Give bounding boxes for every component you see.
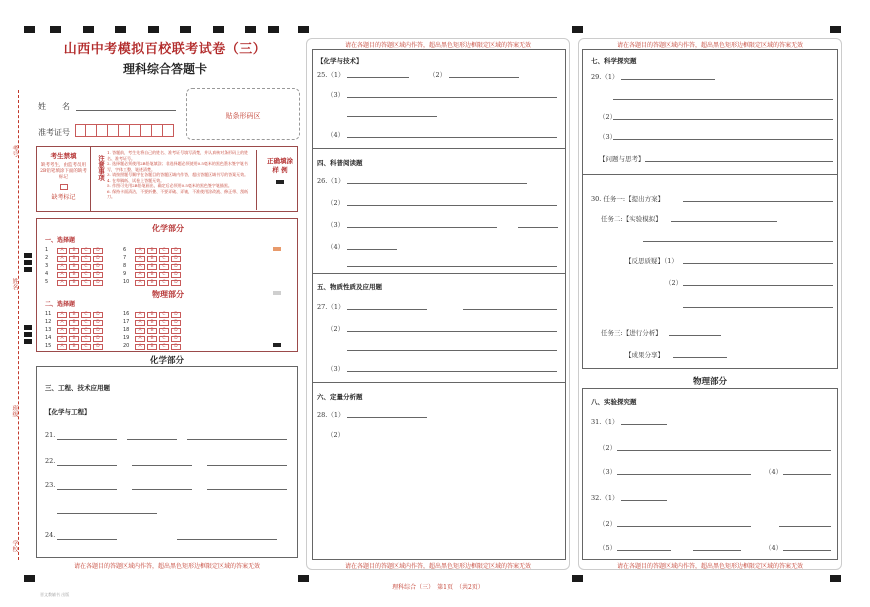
answer-bubble[interactable]: A [57, 344, 67, 350]
name-label: 姓 名 [38, 102, 70, 111]
answer-bubble[interactable]: A [135, 272, 145, 278]
reflect-2-label: （2） [665, 279, 683, 287]
answer-bubble[interactable]: D [93, 272, 103, 278]
answer-line[interactable] [207, 489, 287, 490]
timing-mark [24, 267, 32, 272]
answer-bubble[interactable]: B [147, 328, 157, 334]
answer-line[interactable] [347, 331, 557, 332]
divider [313, 382, 565, 383]
answer-bubble[interactable]: D [171, 344, 181, 350]
answer-bubble[interactable]: B [69, 328, 79, 334]
answer-line[interactable] [645, 161, 833, 162]
answer-bubble[interactable]: A [57, 328, 67, 334]
answer-bubble[interactable]: D [171, 272, 181, 278]
binding-line [18, 90, 19, 560]
answer-bubble[interactable]: B [147, 264, 157, 270]
answer-bubble[interactable]: A [57, 312, 67, 318]
answer-line[interactable] [347, 309, 427, 310]
q32-2-label: （2） [599, 520, 617, 528]
mc-question-row [45, 311, 105, 318]
question-number: 3 [45, 263, 49, 269]
answer-bubble[interactable]: B [69, 312, 79, 318]
timing-mark [273, 343, 281, 347]
answer-bubble[interactable]: A [57, 256, 67, 262]
mc-box [36, 218, 298, 352]
answer-bubble[interactable]: A [135, 256, 145, 262]
answer-line[interactable] [673, 357, 727, 358]
answer-bubble[interactable]: C [159, 328, 169, 334]
answer-bubble[interactable]: A [135, 264, 145, 270]
q23-label: 23. [45, 481, 56, 489]
question-number: 12 [45, 319, 52, 325]
section5-title: 五、物质性质及应用题 [317, 283, 382, 291]
correct-fill-section [262, 157, 298, 184]
answer-bubble[interactable]: B [69, 336, 79, 342]
attention-item: 4. 在草稿纸、试卷上答题无效。 [107, 177, 165, 183]
timing-mark [298, 575, 309, 582]
answer-bubble[interactable]: A [57, 320, 67, 326]
barcode-area [186, 88, 300, 140]
answer-line[interactable] [683, 307, 833, 308]
answer-line[interactable] [779, 526, 831, 527]
q27-3-label: （3） [327, 365, 345, 373]
answer-line[interactable] [127, 439, 177, 440]
answer-bubble[interactable]: B [147, 256, 157, 262]
answer-bubble[interactable]: B [69, 272, 79, 278]
attention-item: 2. 选择题必须使用2B铅笔填涂；非选择题必须使用0.5毫米的黑色墨水签字笔书写，字体工整、笔迹清楚。 [107, 161, 248, 172]
task2-label: 任务二:【实验模拟】 [601, 215, 662, 223]
answer-line[interactable] [207, 465, 287, 466]
q31-3-label: （3） [599, 468, 617, 476]
question-number: 10 [123, 279, 130, 285]
mc-question-row [123, 255, 183, 262]
ticket-label: 准考证号 [38, 128, 70, 137]
divider [313, 148, 565, 149]
answer-bubble[interactable]: C [81, 312, 91, 318]
answer-bubble[interactable]: D [171, 320, 181, 326]
attention-title: 注意事项 [97, 155, 105, 181]
q28-label: 28.（1） [317, 411, 345, 419]
q29-think-label: 【问题与思考】 [599, 155, 645, 163]
answer-bubble[interactable]: A [57, 272, 67, 278]
answer-bubble[interactable]: C [81, 272, 91, 278]
mc-part2-title: 二、选择题 [45, 301, 76, 308]
answer-line[interactable] [683, 201, 833, 202]
answer-line[interactable] [617, 474, 751, 475]
share-label: 【成果分享】 [625, 351, 664, 359]
tech-title: 【化学与技术】 [317, 57, 363, 65]
answer-bubble[interactable]: A [135, 328, 145, 334]
answer-bubble[interactable]: A [135, 336, 145, 342]
physics-part-header: 物理部分 [692, 377, 727, 387]
answer-bubble[interactable]: C [81, 264, 91, 270]
question-number: 16 [123, 311, 130, 317]
answer-bubble[interactable]: D [171, 256, 181, 262]
answer-bubble[interactable]: C [159, 256, 169, 262]
answer-bubble[interactable]: B [147, 320, 157, 326]
candidate-section [37, 147, 91, 211]
section4-title: 四、科普阅读题 [317, 159, 363, 167]
exam-title: 山西中考模拟百校联考试卷（三） [63, 42, 267, 57]
mc-question-row [45, 279, 105, 286]
question-number: 4 [45, 271, 49, 277]
section3-title: 三、工程、技术应用题 [45, 384, 110, 392]
timing-mark [24, 260, 32, 265]
answer-bubble[interactable]: B [69, 256, 79, 262]
middle-answer-box [312, 49, 566, 560]
answer-line[interactable] [347, 371, 557, 372]
timing-mark [268, 26, 279, 33]
answer-line[interactable] [347, 266, 557, 267]
question-number: 2 [45, 255, 49, 261]
answer-bubble[interactable]: C [81, 328, 91, 334]
answer-bubble[interactable]: D [93, 328, 103, 334]
q25-label: 25.（1） [317, 71, 345, 79]
divider [583, 174, 837, 175]
answer-bubble[interactable]: B [69, 344, 79, 350]
answer-line[interactable] [347, 350, 557, 351]
mc-question-row [123, 335, 183, 342]
answer-bubble[interactable]: C [159, 264, 169, 270]
timing-mark [572, 575, 583, 582]
answer-line[interactable] [613, 119, 833, 120]
answer-line[interactable] [347, 249, 397, 250]
answer-line[interactable] [621, 79, 715, 80]
answer-line[interactable] [617, 526, 751, 527]
name-field[interactable] [76, 110, 176, 111]
attention-list [107, 150, 257, 210]
answer-line[interactable] [177, 539, 277, 540]
section3-sub: 【化学与工程】 [45, 408, 91, 416]
answer-bubble[interactable]: D [93, 280, 103, 286]
answer-line[interactable] [643, 241, 833, 242]
mc-part1-title: 一、选择题 [45, 237, 76, 244]
answer-bubble[interactable]: D [93, 336, 103, 342]
mc-question-row [123, 271, 183, 278]
question-number: 1 [45, 247, 49, 253]
answer-line[interactable] [57, 539, 117, 540]
answer-bubble[interactable]: D [93, 320, 103, 326]
q30-label: 30. 任务一:【提出方案】 [591, 195, 665, 203]
answer-line[interactable] [187, 439, 287, 440]
notice-text: 请在各题目的答题区域内作答，超出黑色矩形边框限定区域的答案无效 [616, 42, 803, 49]
mc-question-row [45, 247, 105, 254]
answer-line[interactable] [693, 550, 741, 551]
correct-fill-example: 样 例 [272, 166, 288, 174]
answer-bubble[interactable]: D [93, 344, 103, 350]
answer-bubble[interactable]: C [81, 344, 91, 350]
answer-line[interactable] [669, 335, 721, 336]
answer-bubble[interactable]: A [135, 280, 145, 286]
mc-question-row [45, 335, 105, 342]
answer-bubble[interactable]: D [93, 248, 103, 254]
answer-bubble[interactable]: C [81, 320, 91, 326]
answer-bubble[interactable]: C [81, 336, 91, 342]
answer-line[interactable] [347, 116, 437, 117]
answer-bubble[interactable]: C [159, 320, 169, 326]
notice-text: 请在各题目的答题区域内作答，超出黑色矩形边框限定区域的答案无效 [344, 563, 531, 570]
answer-line[interactable] [347, 77, 409, 78]
q29-2-label: （2） [599, 113, 617, 121]
answer-bubble[interactable]: A [135, 312, 145, 318]
answer-bubble[interactable]: A [135, 320, 145, 326]
answer-bubble[interactable]: B [147, 280, 157, 286]
section8-title: 八、实验探究题 [591, 398, 637, 406]
q31-label: 31.（1） [591, 418, 619, 426]
answer-bubble[interactable]: C [81, 248, 91, 254]
right-chem-box [582, 49, 838, 369]
question-number: 5 [45, 279, 49, 285]
attention-item: 5. 作图可先用2B铅笔画出，确定后必须用0.5毫米的黑色签字笔描黑。 [107, 183, 232, 188]
section7-title: 七、科学探究题 [591, 57, 637, 65]
timing-mark [24, 332, 32, 337]
answer-line[interactable] [683, 285, 833, 286]
q26-3-label: （3） [327, 221, 345, 229]
answer-line[interactable] [617, 450, 831, 451]
right-physics-box [582, 388, 838, 560]
mc-question-row [123, 279, 183, 286]
mc-question-row [123, 327, 183, 334]
question-number: 17 [123, 319, 130, 325]
mc-question-row [45, 263, 105, 270]
timing-mark [83, 26, 94, 33]
answer-bubble[interactable]: C [159, 344, 169, 350]
attention-item: 1. 答题前，考生先将自己的姓名、准考证号填写清楚，并认真核对条形码上的姓名、准考证号。 [107, 150, 249, 161]
candidate-text: 缺考考生，由监考员用2B铅笔填涂下面的缺考标记 [40, 163, 87, 180]
mc-question-row [123, 343, 183, 350]
question-number: 6 [123, 247, 127, 253]
answer-bubble[interactable]: C [159, 280, 169, 286]
q28-2-label: （2） [327, 431, 345, 439]
answer-line[interactable] [57, 513, 157, 514]
attention-item: 6. 保持卡面清洁，不要折叠、不要弄破、弄皱，不准使用涂改液、修正带、刮纸刀。 [107, 188, 249, 199]
correct-fill-title: 正确填涂 [267, 157, 293, 165]
q31-4-label: （4） [765, 468, 783, 476]
answer-line[interactable] [449, 77, 519, 78]
answer-line[interactable] [347, 417, 427, 418]
answer-bubble[interactable]: C [159, 272, 169, 278]
notes-box [36, 146, 298, 212]
q26-2-label: （2） [327, 199, 345, 207]
q32-4-label: （4） [765, 544, 783, 552]
mc-question-row [123, 247, 183, 254]
answer-line[interactable] [518, 227, 558, 228]
answer-bubble[interactable]: B [69, 248, 79, 254]
color-swatch [273, 247, 281, 251]
answer-line[interactable] [783, 474, 831, 475]
chem-part-header: 化学部分 [149, 356, 184, 366]
answer-bubble[interactable]: C [159, 312, 169, 318]
answer-bubble[interactable]: B [147, 248, 157, 254]
answer-bubble[interactable]: D [171, 312, 181, 318]
mc-question-row [45, 327, 105, 334]
answer-bubble[interactable]: C [81, 256, 91, 262]
answer-bubble[interactable]: B [69, 264, 79, 270]
reflect-label: 【反思质疑】（1） [625, 257, 678, 265]
question-number: 8 [123, 263, 127, 269]
exam-subtitle: 理科综合答题卡 [122, 62, 207, 76]
timing-mark [115, 26, 126, 33]
question-number: 19 [123, 335, 130, 341]
answer-line[interactable] [613, 139, 833, 140]
attention-item: 3. 请按照题号顺序在各题目的答题区域内作答，超出答题区域书写的答案无效。 [107, 172, 249, 177]
answer-bubble[interactable]: A [57, 336, 67, 342]
side-label-school: 学校 [11, 540, 18, 552]
timing-mark [213, 26, 224, 33]
answer-line[interactable] [132, 465, 192, 466]
q26-label: 26.（1） [317, 177, 345, 185]
answer-bubble[interactable]: C [159, 336, 169, 342]
absent-label: 缺考标记 [51, 194, 76, 201]
question-number: 15 [45, 343, 52, 349]
q29-3-label: （3） [599, 133, 617, 141]
timing-mark [830, 26, 841, 33]
answer-bubble[interactable]: A [57, 280, 67, 286]
answer-bubble[interactable]: D [171, 264, 181, 270]
mc-question-row [45, 255, 105, 262]
chem-answer-box [36, 366, 298, 558]
ticket-number-boxes[interactable] [75, 124, 174, 137]
timing-mark [24, 26, 35, 33]
correct-fill-mark [276, 180, 284, 184]
answer-bubble[interactable]: A [135, 344, 145, 350]
side-label-name: 姓名 [11, 278, 18, 290]
answer-bubble[interactable]: D [171, 248, 181, 254]
answer-line[interactable] [671, 221, 777, 222]
answer-line[interactable] [57, 489, 117, 490]
q29-label: 29.（1） [591, 73, 619, 81]
mc-chem-header: 化学部分 [152, 224, 184, 233]
q21-label: 21. [45, 431, 56, 439]
answer-line[interactable] [347, 205, 557, 206]
task3-label: 任务三:【进行分析】 [601, 329, 662, 337]
answer-bubble[interactable]: A [135, 248, 145, 254]
mc-question-row [45, 271, 105, 278]
mc-question-row [45, 319, 105, 326]
absent-box[interactable] [60, 184, 68, 190]
answer-bubble[interactable]: B [147, 312, 157, 318]
q27-label: 27.（1） [317, 303, 345, 311]
mc-question-row [123, 319, 183, 326]
mc-question-row [45, 343, 105, 350]
timing-mark [24, 339, 32, 344]
answer-bubble[interactable]: D [93, 264, 103, 270]
answer-bubble[interactable]: B [147, 344, 157, 350]
timing-mark [50, 26, 61, 33]
answer-line[interactable] [783, 550, 831, 551]
print-info: 晋文教辅书 出版 [40, 592, 70, 597]
q27-2-label: （2） [327, 325, 345, 333]
timing-mark [24, 253, 32, 258]
q32-label: 32.（1） [591, 494, 619, 502]
answer-line[interactable] [347, 227, 497, 228]
mc-question-row [123, 263, 183, 270]
answer-bubble[interactable]: D [171, 328, 181, 334]
answer-line[interactable] [347, 137, 557, 138]
answer-bubble[interactable]: B [147, 336, 157, 342]
answer-bubble[interactable]: B [69, 320, 79, 326]
q31-2-label: （2） [599, 444, 617, 452]
candidate-title: 考生禁填 [50, 152, 77, 160]
answer-line[interactable] [347, 183, 527, 184]
answer-line[interactable] [132, 489, 192, 490]
answer-bubble[interactable]: C [81, 280, 91, 286]
timing-mark [24, 325, 32, 330]
q32-5-label: （5） [599, 544, 617, 552]
answer-line[interactable] [57, 439, 117, 440]
question-number: 18 [123, 327, 130, 333]
mc-question-row [123, 311, 183, 318]
answer-bubble[interactable]: B [69, 280, 79, 286]
answer-line[interactable] [613, 99, 833, 100]
answer-bubble[interactable]: C [159, 248, 169, 254]
answer-line[interactable] [463, 309, 557, 310]
side-label-class: 班级 [11, 405, 18, 417]
timing-mark [24, 575, 35, 582]
answer-bubble[interactable]: D [171, 280, 181, 286]
answer-bubble[interactable]: D [93, 256, 103, 262]
question-number: 20 [123, 343, 130, 349]
question-number: 11 [45, 311, 52, 317]
question-number: 9 [123, 271, 127, 277]
question-number: 7 [123, 255, 127, 261]
timing-mark [180, 26, 191, 33]
section6-title: 六、定量分析题 [317, 393, 363, 401]
question-number: 14 [45, 335, 52, 341]
q22-label: 22. [45, 457, 56, 465]
q26-4-label: （4） [327, 243, 345, 251]
timing-mark [148, 26, 159, 33]
timing-mark [572, 26, 583, 33]
notice-text: 请在各题目的答题区域内作答，超出黑色矩形边框限定区域的答案无效 [73, 563, 260, 570]
answer-bubble[interactable]: A [57, 248, 67, 254]
answer-line[interactable] [617, 550, 671, 551]
q25-2-label: （2） [429, 71, 447, 79]
answer-bubble[interactable]: D [171, 336, 181, 342]
notice-text: 请在各题目的答题区域内作答，超出黑色矩形边框限定区域的答案无效 [616, 563, 803, 570]
timing-mark [298, 26, 309, 33]
question-number: 13 [45, 327, 52, 333]
answer-line[interactable] [683, 263, 833, 264]
answer-bubble[interactable]: D [93, 312, 103, 318]
q24-label: 24. [45, 531, 56, 539]
timing-mark [830, 575, 841, 582]
side-label-exam-no: 考号 [11, 145, 18, 157]
divider [313, 273, 565, 274]
color-swatch [273, 291, 281, 295]
q25-3-label: （3） [327, 91, 345, 99]
timing-mark [245, 26, 256, 33]
answer-line[interactable] [621, 424, 667, 425]
mc-physics-header: 物理部分 [152, 290, 184, 299]
page-footer: 理科综合（三） 第1页 （共2页） [392, 584, 484, 591]
q25-4-label: （4） [327, 131, 345, 139]
answer-line[interactable] [347, 97, 557, 98]
answer-line[interactable] [57, 465, 117, 466]
answer-bubble[interactable]: A [57, 264, 67, 270]
barcode-label: 贴条形码区 [225, 112, 261, 120]
answer-bubble[interactable]: B [147, 272, 157, 278]
answer-line[interactable] [621, 500, 667, 501]
notice-text: 请在各题目的答题区域内作答，超出黑色矩形边框限定区域的答案无效 [344, 42, 531, 49]
